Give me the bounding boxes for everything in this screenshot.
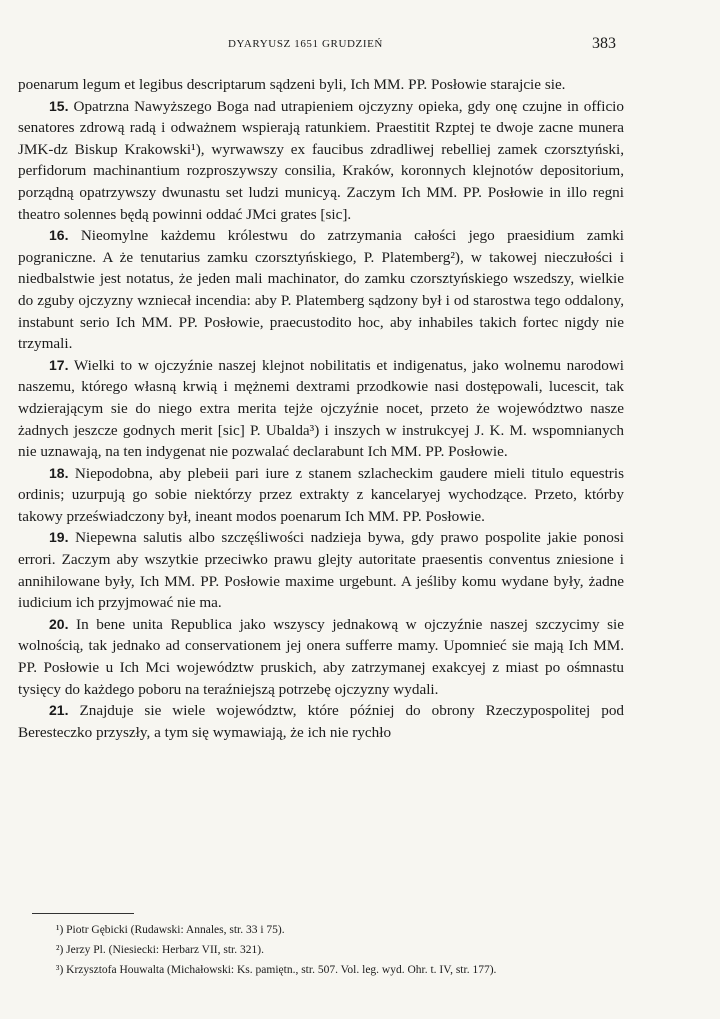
- footnote-3: ³) Krzysztofa Houwalta (Michałowski: Ks. pamiętn., str. 507. Vol. leg. wyd. Ohr. t. IV, str. 177).: [56, 964, 497, 976]
- paragraph-continuation: [18, 74, 624, 96]
- paragraph-number: 19.: [49, 529, 69, 546]
- paragraph-text: Nieomylne każdemu królestwu do zatrzymania całości jego praesidium zamki pograniczne. A że tenutarius zamku czorsztyńskiego, P. Platemberg²), w takowej nieczułości i niedbalstwie jest notatus, że jeden mali machinator, do zamku czorsztyńskiego wszedszy, wielkie do zguby ojczyzny wzniecał incendia: aby P. Platemberg sądzony był i od starostwa tego oddalony, instabunt serio Ich MM. PP. Posłowie, praecustodito hoc, aby inhabiles takich fortec nigdy nie trzymali.: [18, 227, 625, 353]
- paragraph-17: [18, 355, 624, 463]
- paragraph-21: [18, 700, 624, 743]
- paragraph-number: 15.: [49, 97, 69, 114]
- paragraph-number: 20.: [49, 615, 69, 632]
- paragraph-text: poenarum legum et legibus descriptarum sądzeni byli, Ich MM. PP. Posłowie starajcie sie.: [18, 76, 566, 93]
- body-text: [18, 74, 624, 743]
- running-title: DYARYUSZ 1651 GRUDZIEŃ: [228, 38, 383, 50]
- paragraph-number: 21.: [49, 702, 69, 719]
- paragraph-number: 17.: [49, 356, 69, 373]
- footnotes: [18, 920, 624, 980]
- paragraph-text: In bene unita Republica jako wszyscy jednakową w ojczyźnie naszej szczycimy sie wolnością, tak jednako ad conservationem jej onera sufferre mamy. Upomnieć sie mają Ich MM. PP. Posłowie u Ich Mci województw pruskich, aby zatrzymanej exakcyej z miast po ośmnastu tysięcy do każdego poboru na teraźniejszą potrzebę ojczyzny wydali.: [18, 615, 625, 698]
- paragraph-18: [18, 463, 624, 528]
- paragraph-text: Znajduje sie wiele województw, które później do obrony Rzeczypospolitej pod Beresteczko przyszły, a tym się wymawiają, że ich nie rychło: [18, 702, 625, 741]
- paragraph-text: Wielki to w ojczyźnie naszej klejnot nobilitatis et indigenatus, jako wolnemu narodowi naszemu, którego własną krwią i mężnemi dextrami przodkowie nasi dostępowali, lucescit, tak wdzierającym sie do niego extra merita tejże ojczyźnie nocet, przeto że województwo nasze żadnych jeszcze godnych merit [sic] P. Ubalda³) i inszych w instrukcyej J. K. M. wspomnianych nie uznawają, na ten indygenat nie pozwalać declarabunt Ich MM. PP. Posłowie.: [18, 356, 624, 461]
- paragraph-number: 18.: [49, 464, 69, 481]
- paragraph-15: [18, 96, 624, 226]
- page-header: [0, 30, 720, 60]
- paragraph-16: [18, 225, 624, 355]
- footnote-2: ²) Jerzy Pl. (Niesiecki: Herbarz VII, str. 321).: [56, 944, 264, 956]
- paragraph-number: 16.: [49, 227, 69, 244]
- paragraph-text: Niepewna salutis albo szczęśliwości nadzieja bywa, gdy prawo pospolite jakie ponosi errori. Zaczym aby wszytkie przeciwko prawu glejty autoritate praesentis conventus zniesione i annihilowane były, Ich MM. PP. Posłowie maxime urgebunt. A jeśliby komu wydane były, żadne iudicium ich przyjmować nie ma.: [18, 529, 624, 612]
- paragraph-text: Opatrzna Nawyższego Boga nad utrapieniem ojczyzny opieka, gdy onę czujne in officio senatores zdrową radą i odważnem wspierają ratunkiem. Praestitit Rzptej te dwoje zacne munera JMK-dz Biskup Krakowski¹), wyrwawszy ex faucibus zdradliwej rebelliej zamek czorsztyński, perfidorum machinantium rozproszywszy consilia, Kraków, koronnych klejnotów depositorium, porządną opatrzywszy dwunastu set ludzi municyą. Zaczym Ich MM. PP. Posłowie in illo regni theatro solennes będą powinni oddać JMci grates [sic].: [18, 97, 624, 223]
- footnote-1: ¹) Piotr Gębicki (Rudawski: Annales, str. 33 i 75).: [56, 924, 285, 936]
- paragraph-text: Niepodobna, aby plebeii pari iure z stanem szlacheckim gaudere mieli titulo equestris ordinis; uzurpują go sobie niektórzy przez extrakty z kancelaryej wychodzące. Przeto, którby takowy przeświadczony był, ineant modos poenarum Ich MM. PP. Posłowie.: [18, 464, 624, 525]
- footnote-divider: [32, 913, 134, 914]
- paragraph-20: [18, 614, 624, 700]
- page-number: 383: [592, 35, 616, 52]
- paragraph-19: [18, 527, 624, 613]
